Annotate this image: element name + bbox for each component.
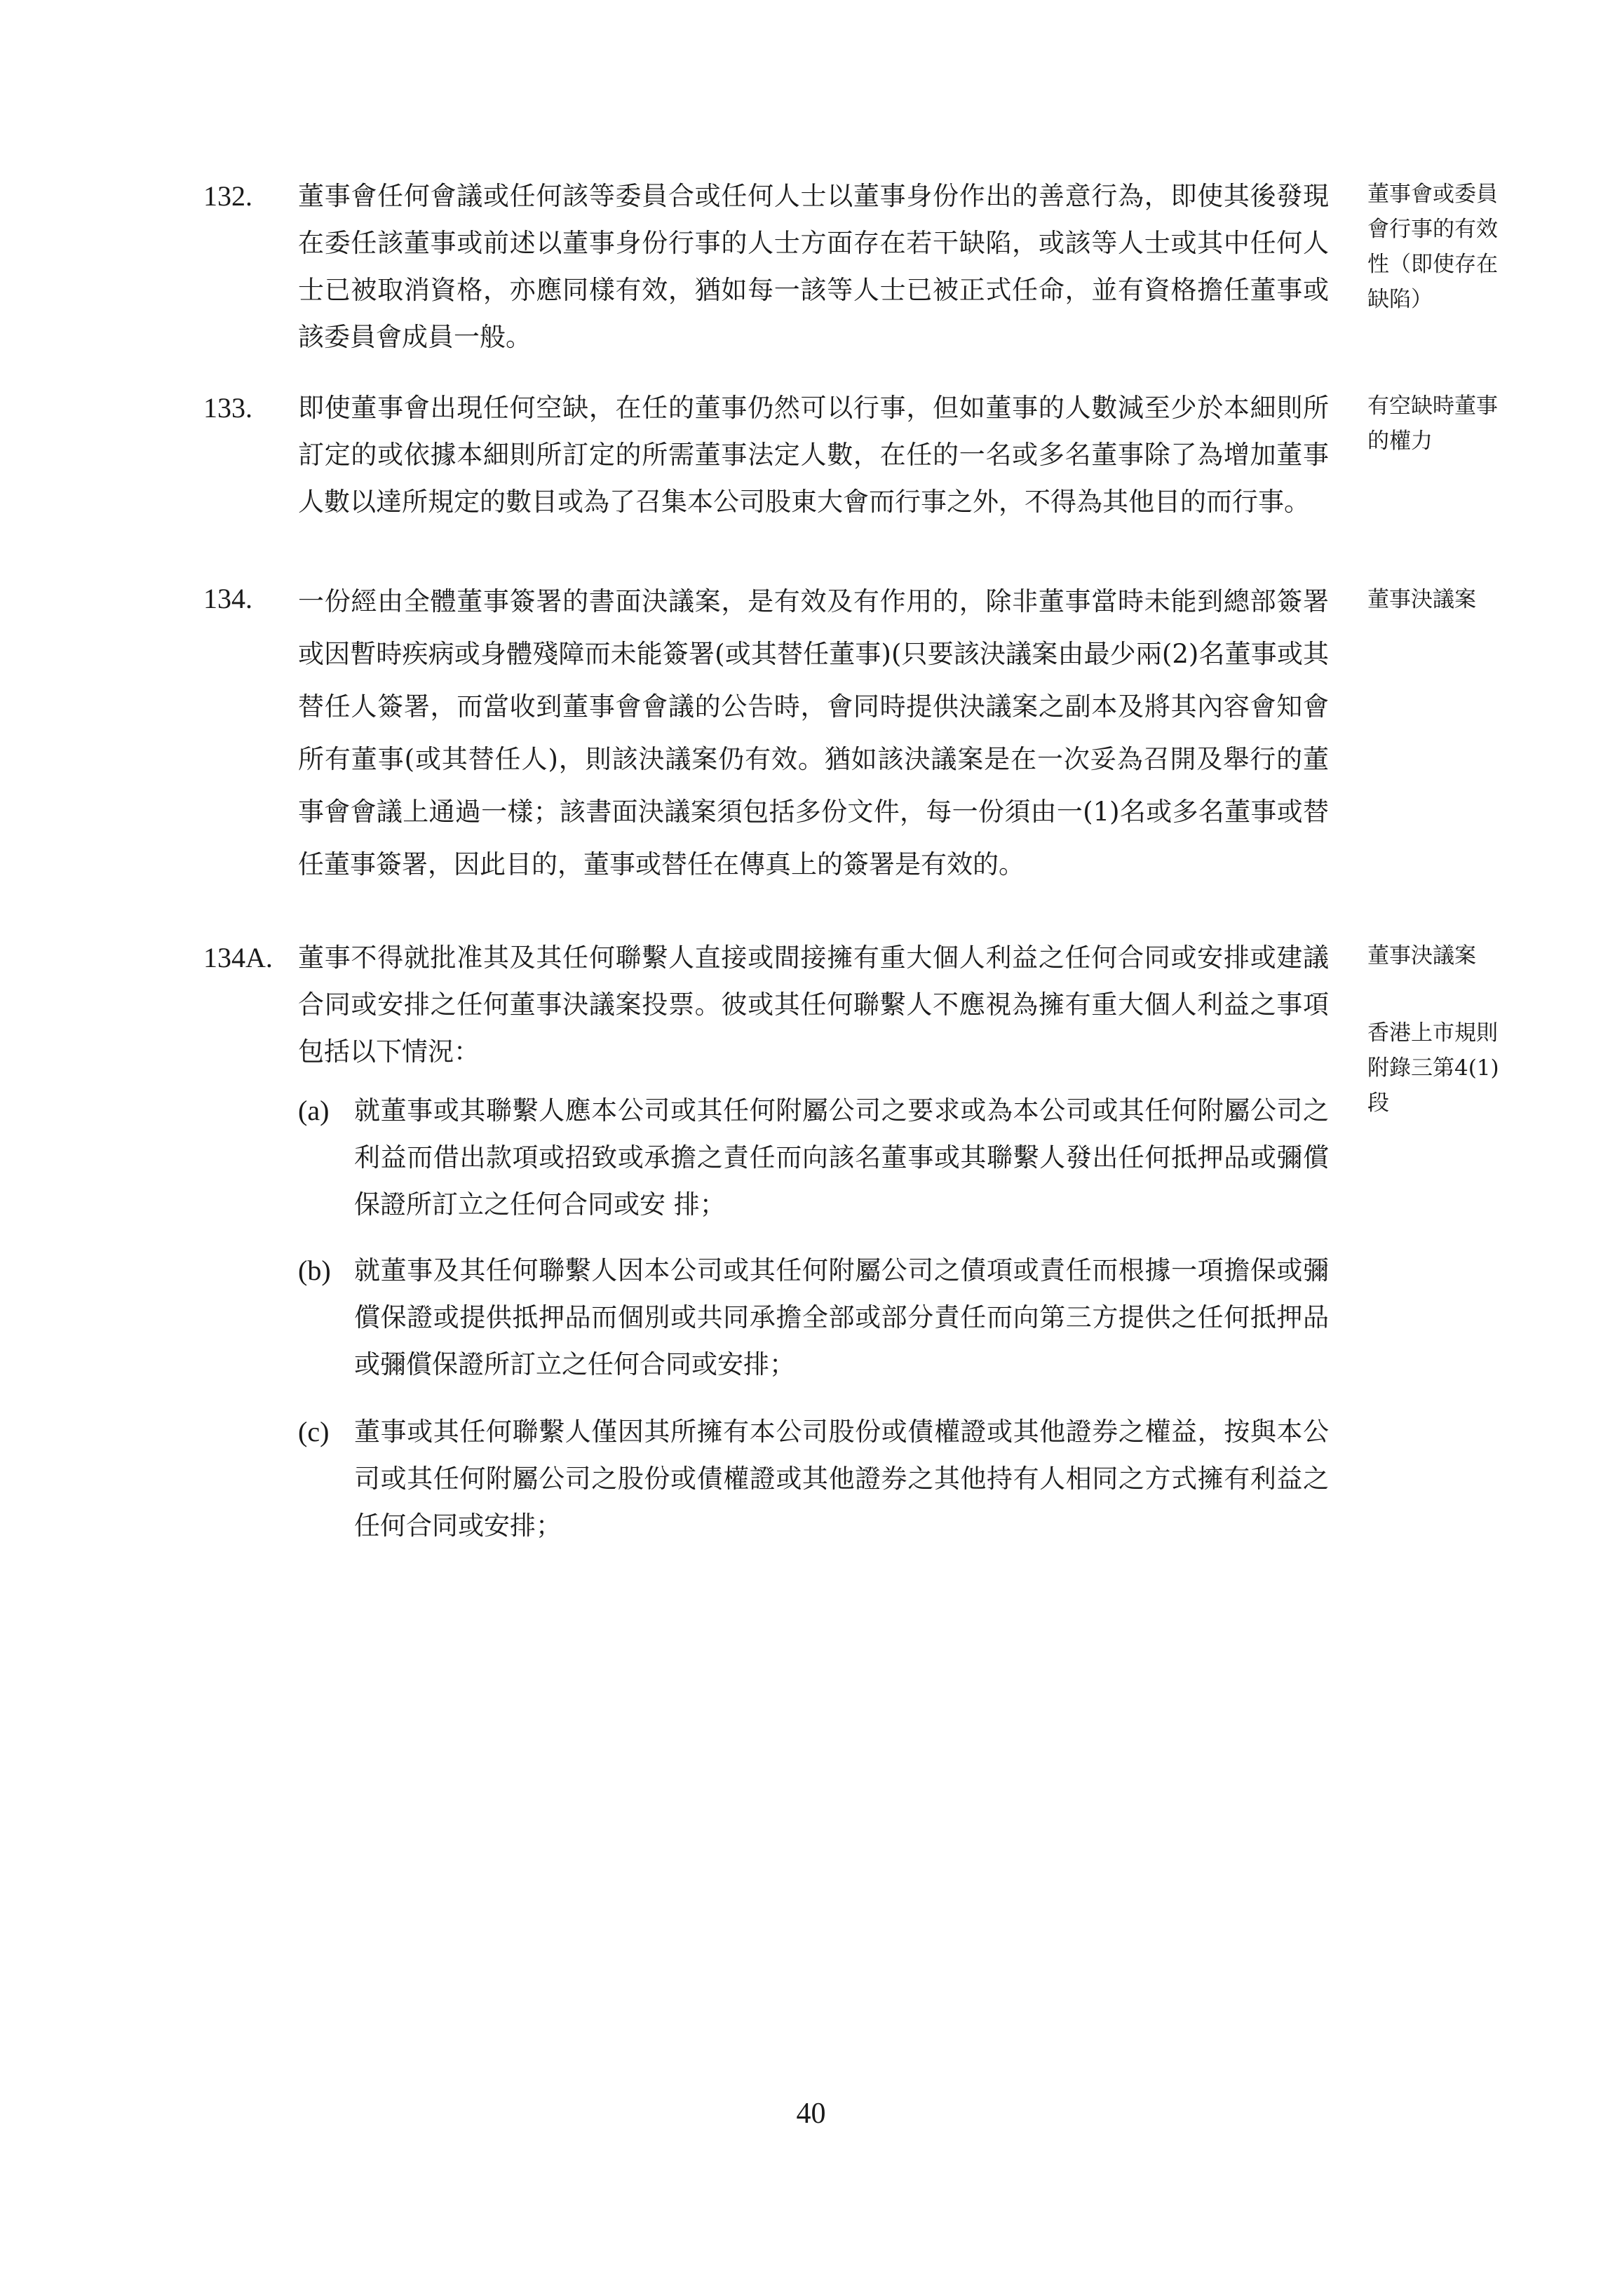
margin-note-reference: 香港上市規則 附錄三第4(1) 段 xyxy=(1367,1020,1499,1116)
list-item-label: (c) xyxy=(298,1416,330,1447)
article-number: 132. xyxy=(203,180,252,212)
margin-note xyxy=(1367,389,1515,459)
list-item-text: 就董事或其聯繫人應本公司或其任何附屬公司之要求或為本公司或其任何附屬公司之利益而借出款項或招致或承擔之責任而向該名董事或其聯繫人發出任何抵押品或彌償保證所訂立之任何合同或安 排； xyxy=(354,1095,1329,1220)
margin-note xyxy=(1367,938,1515,1121)
margin-note-text: 董事會或委員 會行事的有效 性（即使存在 缺陷） xyxy=(1367,182,1498,312)
article-text: 即使董事會出現任何空缺，在任的董事仍然可以行事，但如董事的人數減至少於本細則所訂定的或依據本細則所訂定的所需董事法定人數，在任的一名或多名董事除了為增加董事人數以達所規定的數目或為了召集本公司股東大會而行事之外，不得為其他目的而行事。 xyxy=(298,393,1329,517)
article-number: 134A. xyxy=(203,942,273,973)
list-item-text: 董事或其任何聯繫人僅因其所擁有本公司股份或債權證或其他證券之權益，按與本公司或其任何附屬公司之股份或債權證或其他證券之其他持有人相同之方式擁有利益之任何合同或安排； xyxy=(354,1417,1329,1541)
margin-note xyxy=(1367,177,1515,317)
article-number: 134. xyxy=(203,583,252,614)
margin-note xyxy=(1367,582,1515,617)
list-item-label: (a) xyxy=(298,1095,330,1126)
article-text: 董事不得就批准其及其任何聯繫人直接或間接擁有重大個人利益之任何合同或安排或建議合同或安排之任何董事決議案投票。彼或其任何聯繫人不應視為擁有重大個人利益之事項包括以下情況： xyxy=(298,943,1329,1067)
margin-note-text: 董事決議案 xyxy=(1367,943,1476,968)
article-text: 一份經由全體董事簽署的書面決議案，是有效及有作用的，除非董事當時未能到總部簽署或因暫時疾病或身體殘障而未能簽署(或其替任董事)(只要該決議案由最少兩(2)名董事或其替任人簽署，而當收到董事會會議的公告時，會同時提供決議案之副本及將其內容會知會所有董事(或其替任人)，則該決議案仍有效。猶如該決議案是在一次妥為召開及舉行的董事會會議上通過一樣；該書面決議案須包括多份文件，每一份須由一(1)名或多名董事或替任董事簽署，因此目的，董事或替任在傳真上的簽署是有效的。 xyxy=(298,586,1329,879)
page-number: 40 xyxy=(796,2098,826,2130)
margin-note-text: 董事決議案 xyxy=(1367,587,1476,612)
margin-note-text: 有空缺時董事 的權力 xyxy=(1367,393,1498,454)
article-text: 董事會任何會議或任何該等委員合或任何人士以董事身份作出的善意行為，即使其後發現在委任該董事或前述以董事身份行事的人士方面存在若干缺陷，或該等人士或其中任何人士已被取消資格，亦應同樣有效，猶如每一該等人士已被正式任命，並有資格擔任董事或該委員會成員一般。 xyxy=(298,181,1329,352)
article-number: 133. xyxy=(203,392,252,424)
list-item-text: 就董事及其任何聯繫人因本公司或其任何附屬公司之債項或責任而根據一項擔保或彌償保證或提供抵押品而個別或共同承擔全部或部分責任而向第三方提供之任何抵押品或彌償保證所訂立之任何合同或安排； xyxy=(354,1255,1329,1379)
list-item-label: (b) xyxy=(298,1255,331,1286)
